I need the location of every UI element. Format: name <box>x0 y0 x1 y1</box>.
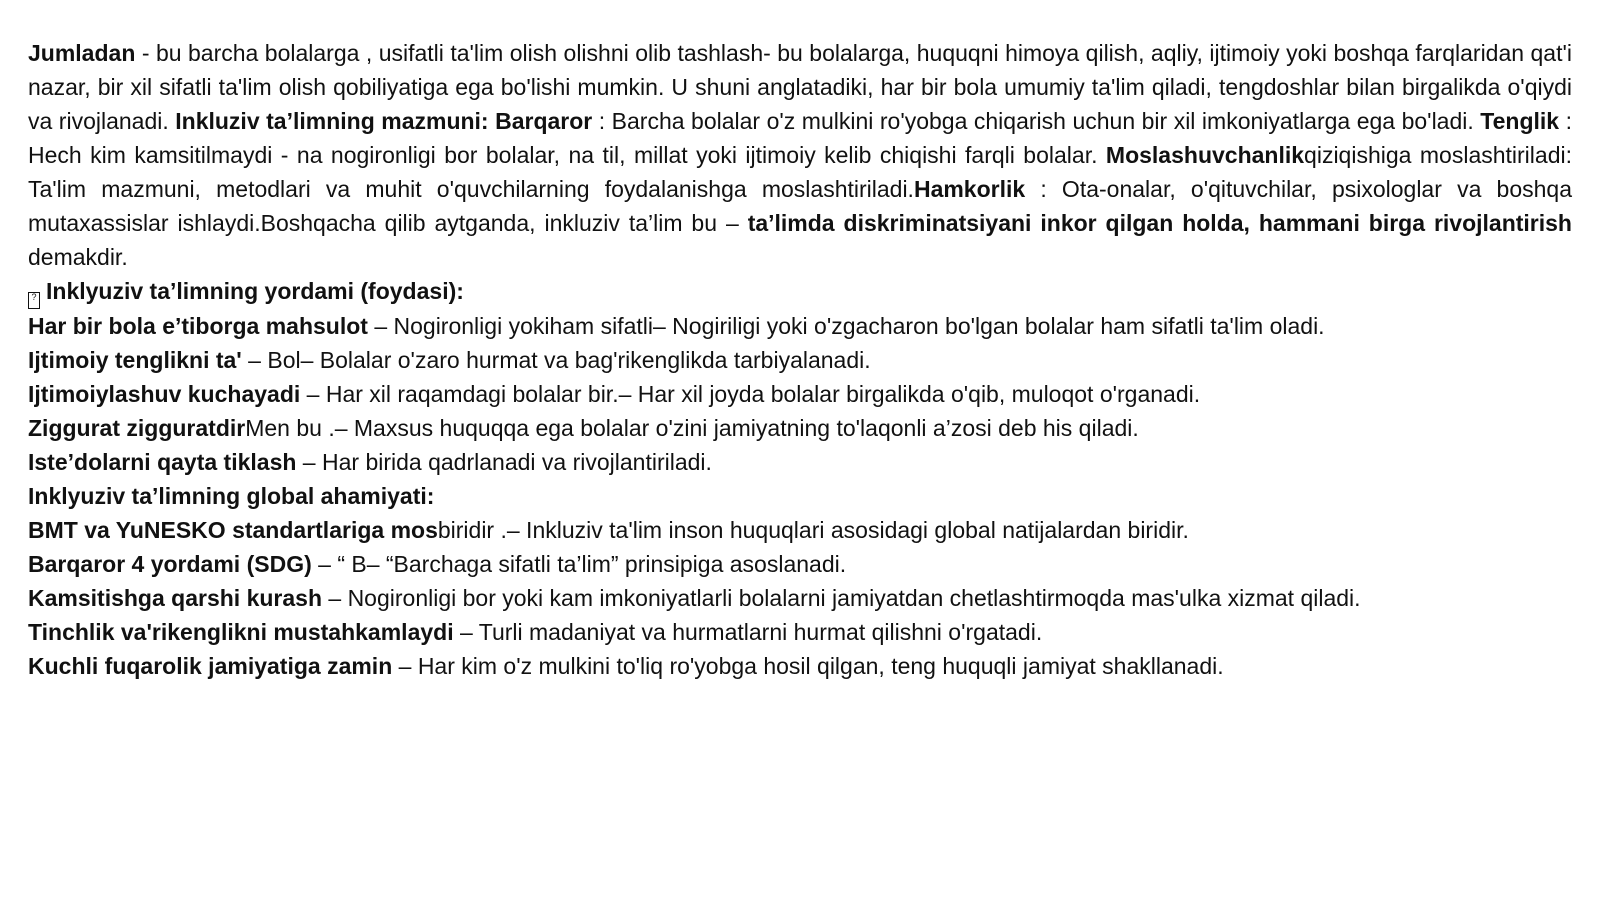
list-item-term: Kamsitishga qarshi kurash <box>28 585 322 611</box>
list-item-text: biridir .– Inkluziv ta'lim inson huquqlari asosidagi global natijalardan biridir. <box>437 517 1189 543</box>
jumladan-text: - bu barcha bolalarga , usifatli ta'lim olish olishni olib tashlash- bu bolalarga, huquqni himoya qilish, aqliy, ijtimoiy yoki boshqa farqlaridan qat'i nazar, bir xil sifatli ta'lim olish qobiliyatiga ega bo'lishi mumkin. U shuni anglatadiki, har bir bola umumiy ta'lim qiladi, tengdoshlar bilan birgalikda o'qiydi va rivojlanadi. <box>28 40 1572 134</box>
list-item-term: Ijtimoiylashuv kuchayadi <box>28 381 301 407</box>
term-moslashuvchanlik: Moslashuvchanlik <box>1105 142 1305 168</box>
list-item <box>28 581 1572 615</box>
global-heading <box>28 479 1572 513</box>
list-item-term: Har bir bola e’tiborga mahsulot <box>28 313 368 339</box>
hamkorlik-text: : Ota-onalar, o'qituvchilar, psixologlar va boshqa mutaxassislar ishlaydi.Boshqacha qilib aytganda, inkluziv ta’lim bu – <box>28 176 1573 236</box>
list-item-term: Tinchlik va'rikenglikni mustahkamlaydi <box>28 619 454 645</box>
tenglik-text: : Hech kim kamsitilmaydi - na nogironligi bor bolalar, na til, millat yoki ijtimoiy kelib chiqishi farqli bolalar. <box>28 108 1572 168</box>
moslashuvchanlik-text: qiziqishiga moslashtiriladi: Ta'lim mazmuni, metodlari va muhit o'quvchilarning foydalanishga moslashtiriladi. <box>28 142 1572 202</box>
term-mazmuni: Inkluziv ta’limning mazmuni: Barqaror <box>175 108 593 134</box>
document-body <box>28 36 1572 683</box>
list-item-text: – Har kim o'z mulkini to'liq ro'yobga hosil qilgan, teng huquqli jamiyat shakllanadi. <box>392 653 1224 679</box>
list-item-text: – Turli madaniyat va hurmatlarni hurmat qilishni o'rgatadi. <box>453 619 1043 645</box>
term-jumladan: Jumladan <box>28 40 136 66</box>
list-item-text: – Nogironligi yokiham sifatli– Nogiriligi yoki o'zgacharon bo'lgan bolalar ham sifatli ta'lim oladi. <box>367 313 1325 339</box>
list-item-term: BMT va YuNESKO standartlariga mos <box>28 517 438 543</box>
term-hamkorlik: Hamkorlik <box>913 176 1026 202</box>
list-item-text: – Har birida qadrlanadi va rivojlantiriladi. <box>296 449 712 475</box>
list-item <box>28 343 1572 377</box>
yordami-heading <box>28 274 1572 309</box>
list-item <box>28 445 1572 479</box>
term-tenglik: Tenglik <box>1480 108 1560 134</box>
list-item-text: Men bu .– Maxsus huquqqa ega bolalar o'zini jamiyatning to'laqonli a’zosi deb his qiladi. <box>245 415 1139 441</box>
list-item <box>28 513 1572 547</box>
list-item <box>28 309 1572 343</box>
global-heading-text: Inklyuziv ta’limning global ahamiyati: <box>28 483 435 509</box>
list-item-text: – Nogironligi bor yoki kam imkoniyatlarli bolalarni jamiyatdan chetlashtirmoqda mas'ulka xizmat qiladi. <box>322 585 1361 611</box>
list-item <box>28 411 1572 445</box>
list-item <box>28 649 1572 683</box>
mazmuni-text: : Barcha bolalar o'z mulkini ro'yobga chiqarish uchun bir xil imkoniyatlarga ega bo'ladi. <box>592 108 1481 134</box>
diskriminatsiya-text: demakdir. <box>28 244 128 270</box>
list-item <box>28 615 1572 649</box>
list-item-text: – Bol– Bolalar o'zaro hurmat va bag'rikenglikda tarbiyalanadi. <box>241 347 871 373</box>
list-item-text: – Har xil raqamdagi bolalar bir.– Har xil joyda bolalar birgalikda o'qib, muloqot o'rganadi. <box>300 381 1201 407</box>
list-item-term: Iste’dolarni qayta tiklash <box>28 449 297 475</box>
list-item-term: Ziggurat zigguratdir <box>28 415 246 441</box>
list-item <box>28 547 1572 581</box>
list-item-term: Ijtimoiy tenglikni ta' <box>28 347 242 373</box>
intro-paragraph <box>28 36 1572 274</box>
list-item <box>28 377 1572 411</box>
list-item-term: Kuchli fuqarolik jamiyatiga zamin <box>28 653 393 679</box>
list-item-term: Barqaror 4 yordami (SDG) <box>28 551 312 577</box>
list-item-text: – “ B– “Barchaga sifatli ta’lim” prinsipiga asoslanadi. <box>311 551 847 577</box>
term-diskriminatsiya: ta’limda diskriminatsiyani inkor qilgan holda, hammani birga rivojlantirish <box>747 210 1572 236</box>
missing-glyph-icon: ? <box>28 292 40 309</box>
yordami-heading-text: Inklyuziv ta’limning yordami (foydasi): <box>46 278 464 304</box>
